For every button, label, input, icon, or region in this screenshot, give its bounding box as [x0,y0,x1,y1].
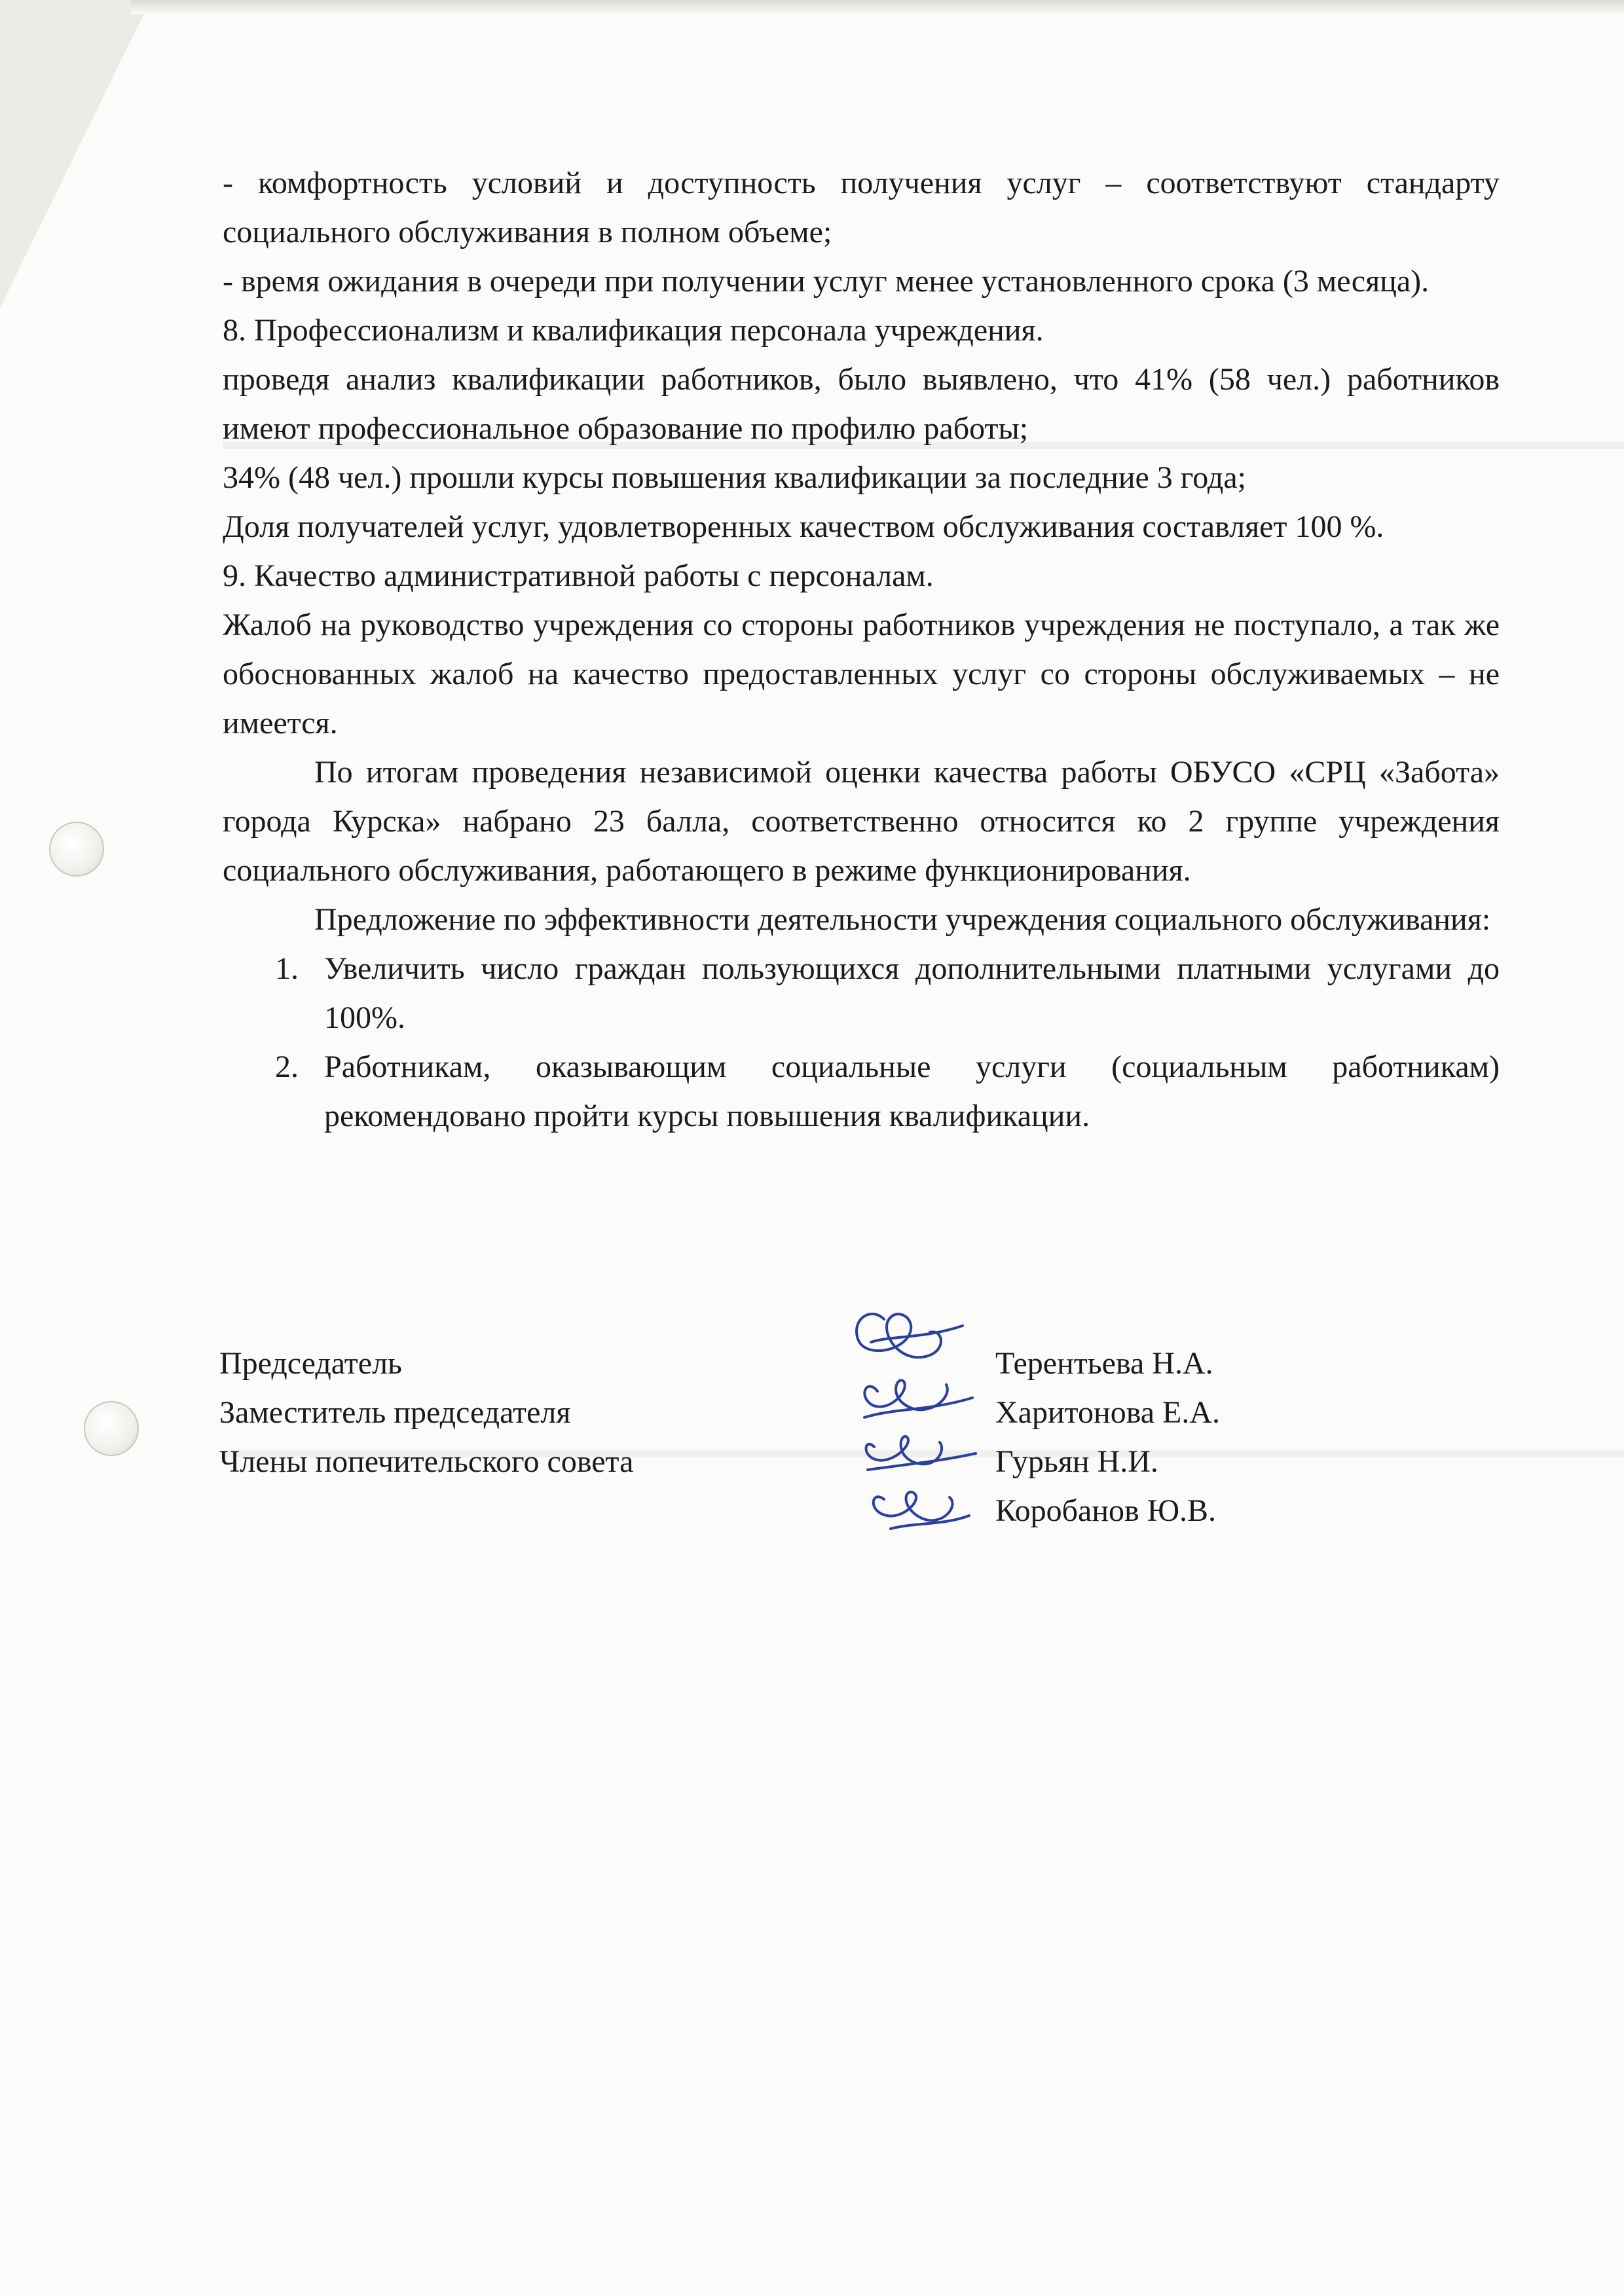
paragraph-waiting-time: - время ожидания в очереди при получении услуг менее установленного срока (3 месяца). [223,264,1430,299]
document-body [223,158,1500,1140]
signature-roles [219,1339,633,1486]
punch-hole-icon [84,1401,139,1456]
list-item-text: Увеличить число граждан пользующихся дополнительными платными услугами до 100%. [324,951,1500,1035]
paragraph-proposal-intro: Предложение по эффективности деятельности учреждения социального обслуживания: [314,902,1491,937]
list-item [223,944,1500,1042]
signer-name: Коробанов Ю.В. [995,1493,1217,1528]
section-heading-9: 9. Качество административной работы с персоналам. [223,558,934,593]
paragraph-courses: 34% (48 чел.) прошли курсы повышения квалификации за последние 3 года; [223,460,1246,495]
paragraph-satisfaction: Доля получателей услуг, удовлетворенных качеством обслуживания составляет 100 %. [223,509,1384,544]
page-corner-fold [0,0,151,308]
punch-hole-icon [49,822,104,877]
signer-name: Харитонова Е.А. [995,1395,1221,1430]
handwritten-signatures [832,1293,1028,1555]
signature-names [995,1339,1220,1535]
role-deputy-chairman: Заместитель председателя [219,1395,571,1430]
paragraph-qualification: проведя анализ квалификации работников, было выявлено, что 41% (58 чел.) работников имеют профессиональное образование по профилю работы; [223,362,1500,446]
list-item-text: Работникам, оказывающим социальные услуги (социальным работникам) рекомендовано пройти курсы повышения квалификации. [324,1049,1500,1133]
paragraph-results: По итогам проведения независимой оценки качества работы ОБУСО «СРЦ «Забота» города Курска» набрано 23 балла, соответственно относится ко 2 группе учреждения социального обслуживания, работающего в режиме функционирования. [223,755,1500,888]
signer-name: Гурьян Н.И. [995,1444,1158,1479]
paragraph-complaints: Жалоб на руководство учреждения со стороны работников учреждения не поступало, а так же обоснованных жалоб на качество предоставленных услуг со стороны обслуживаемых – не имеется. [223,608,1500,740]
role-board-members: Члены попечительского совета [219,1444,634,1479]
paragraph-comfort: - комфортность условий и доступность получения услуг – соответствуют стандарту социального обслуживания в полном объеме; [223,166,1500,249]
section-heading-8: 8. Профессионализм и квалификация персонала учреждения. [223,313,1044,348]
role-chairman: Председатель [219,1346,402,1381]
page-top-edge [131,0,1624,14]
proposal-list [223,944,1500,1140]
signer-name: Терентьева Н.А. [995,1346,1213,1381]
list-item [223,1042,1500,1140]
list-item-number: 2. [275,1049,299,1084]
list-item-number: 1. [275,951,299,986]
